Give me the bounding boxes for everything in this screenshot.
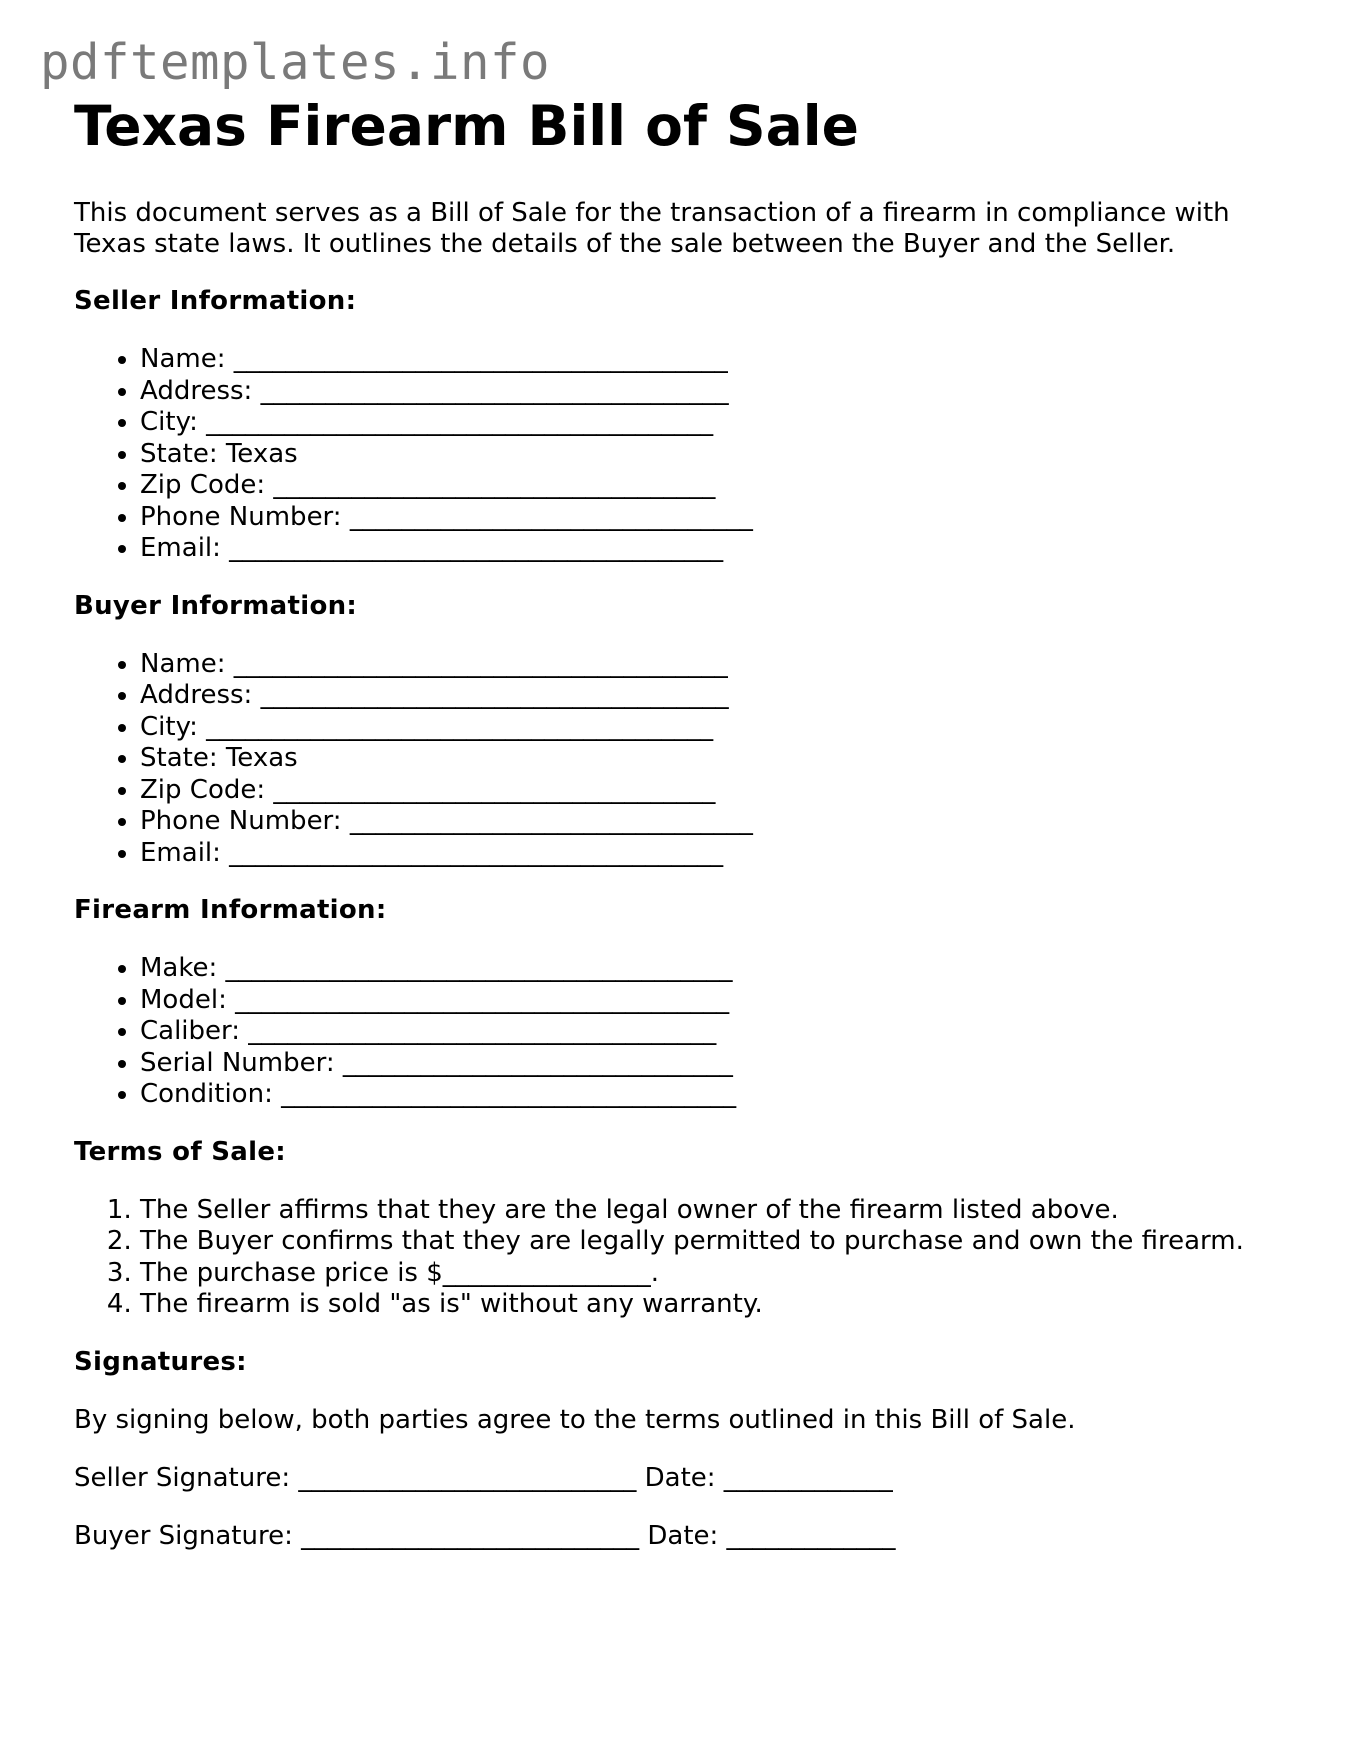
term-as-is: 4. The firearm is sold "as is" without any warranty. bbox=[140, 1289, 1304, 1321]
firearm-model-field[interactable]: • Model: ______________________________________ bbox=[140, 985, 1304, 1017]
seller-city-field[interactable]: • City: _______________________________________ bbox=[140, 407, 1304, 439]
buyer-heading: Buyer Information: bbox=[74, 590, 358, 621]
signatures-heading: Signatures: bbox=[74, 1346, 247, 1377]
firearm-make-field[interactable]: • Make: _______________________________________ bbox=[140, 953, 1304, 985]
seller-zip-field[interactable]: • Zip Code: __________________________________ bbox=[140, 470, 1304, 502]
intro-paragraph: This document serves as a Bill of Sale for the transaction of a firearm in compliance with Texas state laws. It outlines the details of the sale between the Buyer and the Seller. bbox=[74, 198, 1230, 260]
buyer-city-field[interactable]: • City: _______________________________________ bbox=[140, 712, 1304, 744]
document-body bbox=[74, 95, 1304, 1552]
firearm-condition-field[interactable]: • Condition: ___________________________________ bbox=[140, 1079, 1304, 1111]
page-title: Texas Firearm Bill of Sale bbox=[74, 94, 859, 158]
seller-state: • State: Texas bbox=[140, 439, 1304, 471]
seller-list bbox=[74, 344, 1304, 565]
watermark: pdftemplates.info bbox=[40, 34, 551, 91]
buyer-address-field[interactable]: • Address: ____________________________________ bbox=[140, 680, 1304, 712]
seller-address-field[interactable]: • Address: ____________________________________ bbox=[140, 376, 1304, 408]
firearm-caliber-field[interactable]: • Caliber: ____________________________________ bbox=[140, 1016, 1304, 1048]
buyer-email-field[interactable]: • Email: ______________________________________ bbox=[140, 838, 1304, 870]
buyer-phone-field[interactable]: • Phone Number: _______________________________ bbox=[140, 806, 1304, 838]
firearm-heading: Firearm Information: bbox=[74, 895, 387, 926]
terms-list bbox=[74, 1195, 1304, 1321]
signatures-statement: By signing below, both parties agree to the terms outlined in this Bill of Sale. bbox=[74, 1404, 1076, 1435]
seller-email-field[interactable]: • Email: ______________________________________ bbox=[140, 533, 1304, 565]
buyer-state: • State: Texas bbox=[140, 743, 1304, 775]
firearm-serial-field[interactable]: • Serial Number: ______________________________ bbox=[140, 1048, 1304, 1080]
firearm-list bbox=[74, 953, 1304, 1111]
terms-heading: Terms of Sale: bbox=[74, 1136, 286, 1167]
seller-phone-field[interactable]: • Phone Number: _______________________________ bbox=[140, 502, 1304, 534]
seller-signature-line[interactable]: Seller Signature: __________________________ Date: _____________ bbox=[74, 1462, 893, 1493]
buyer-signature-line[interactable]: Buyer Signature: __________________________ Date: _____________ bbox=[74, 1520, 896, 1551]
term-ownership: 1. The Seller affirms that they are the legal owner of the firearm listed above. bbox=[140, 1195, 1304, 1227]
term-purchase-price[interactable]: 3. The purchase price is $________________. bbox=[140, 1258, 1304, 1290]
term-buyer-permission: 2. The Buyer confirms that they are legally permitted to purchase and own the firearm. bbox=[140, 1226, 1304, 1258]
buyer-name-field[interactable]: • Name: ______________________________________ bbox=[140, 649, 1304, 681]
buyer-list bbox=[74, 649, 1304, 870]
seller-name-field[interactable]: • Name: ______________________________________ bbox=[140, 344, 1304, 376]
buyer-zip-field[interactable]: • Zip Code: __________________________________ bbox=[140, 775, 1304, 807]
seller-heading: Seller Information: bbox=[74, 286, 357, 317]
